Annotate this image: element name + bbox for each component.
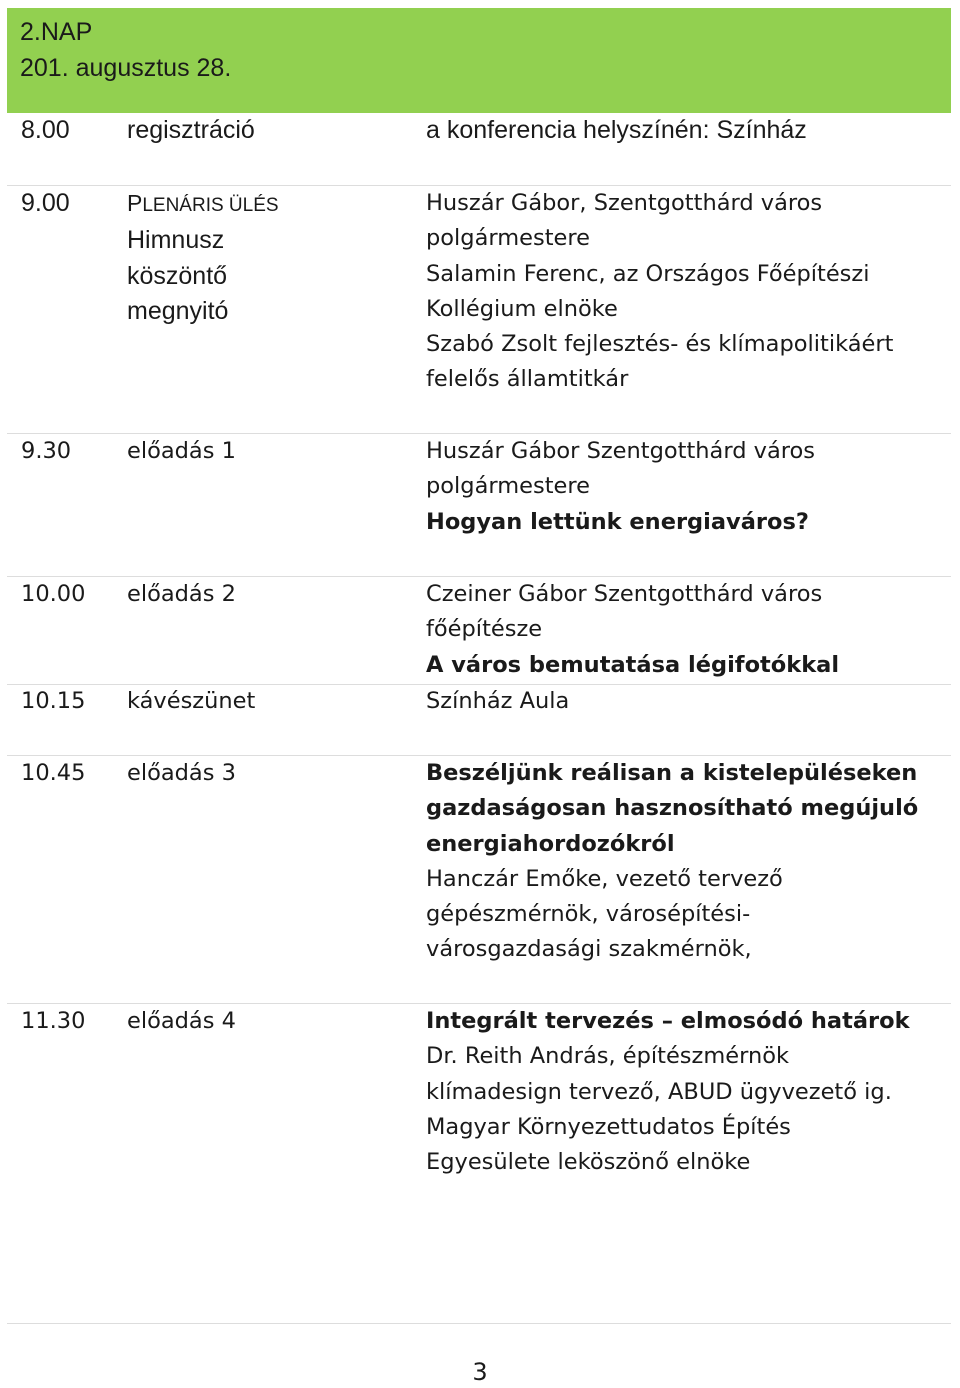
detail-line: klímadesign tervező, ABUD ügyvezető ig. — [426, 1078, 892, 1105]
row-details — [426, 113, 946, 148]
row-details — [426, 434, 946, 540]
page-number: 3 — [472, 1358, 488, 1386]
row-label: regisztráció — [127, 116, 255, 144]
row-details — [426, 684, 946, 719]
detail-line: felelős államtitkár — [426, 366, 629, 393]
row-details — [426, 577, 946, 683]
label-line: köszöntő — [127, 261, 228, 290]
row-label: előadás 1 — [127, 438, 236, 464]
row-details — [426, 186, 946, 398]
row-label: előadás 4 — [127, 1008, 236, 1034]
detail-line: gépészmérnök, városépítési- — [426, 901, 751, 928]
row-time: 9.00 — [21, 189, 70, 217]
detail-line: Czeiner Gábor Szentgotthárd város — [426, 581, 823, 607]
detail-line: Hanczár Emőke, vezető tervező — [426, 865, 783, 892]
detail-line: polgármestere — [426, 225, 590, 252]
detail-line: polgármestere — [426, 473, 590, 500]
row-label: előadás 2 — [127, 581, 236, 607]
label-line: megnyitó — [127, 296, 229, 325]
day-header — [7, 8, 951, 113]
detail-line: Színház Aula — [426, 688, 570, 714]
lecture-title: A város bemutatása légifotókkal — [426, 651, 840, 678]
day-date: 201. augusztus 28. — [20, 54, 232, 82]
detail-line: Huszár Gábor, Szentgotthárd város — [426, 190, 823, 216]
plenary-heading: PLENÁRIS ÜLÉS — [127, 190, 279, 216]
row-time: 10.00 — [21, 581, 86, 607]
detail-line: városgazdasági szakmérnök, — [426, 936, 752, 963]
detail-line: Szabó Zsolt fejlesztés- és klímapolitikáért — [426, 331, 894, 358]
detail-line: Magyar Környezettudatos Építés — [426, 1113, 791, 1140]
lecture-title: Integrált tervezés – elmosódó határok — [426, 1008, 910, 1034]
detail-line: Salamin Ferenc, az Országos Főépítészi — [426, 260, 870, 287]
row-time: 10.45 — [21, 760, 86, 786]
row-time: 8.00 — [21, 116, 70, 144]
row-label — [127, 186, 279, 329]
lecture-title-line: energiahordozókról — [426, 830, 675, 857]
detail-line: főépítésze — [426, 616, 543, 643]
label-line: Himnusz — [127, 226, 225, 255]
row-details — [426, 756, 946, 968]
lecture-title: Hogyan lettünk energiaváros? — [426, 508, 809, 535]
day-label: 2.NAP — [20, 18, 93, 46]
detail-line: Huszár Gábor Szentgotthárd város — [426, 438, 815, 464]
detail-line: Dr. Reith András, építészmérnök — [426, 1043, 790, 1070]
row-label: előadás 3 — [127, 760, 236, 786]
detail-line: Kollégium elnöke — [426, 295, 618, 322]
row-details — [426, 1004, 946, 1180]
row-time: 11.30 — [21, 1008, 86, 1034]
lecture-title-line: gazdaságosan hasznosítható megújuló — [426, 795, 919, 822]
row-time: 10.15 — [21, 688, 86, 714]
row-time: 9.30 — [21, 438, 72, 464]
lecture-title-line: Beszéljünk reálisan a kistelepüléseken — [426, 760, 918, 786]
row-label: kávészünet — [127, 688, 256, 714]
footer-separator — [7, 1323, 951, 1324]
detail-line: a konferencia helyszínén: Színház — [426, 116, 807, 144]
detail-line: Egyesülete leköszönő elnöke — [426, 1149, 751, 1176]
